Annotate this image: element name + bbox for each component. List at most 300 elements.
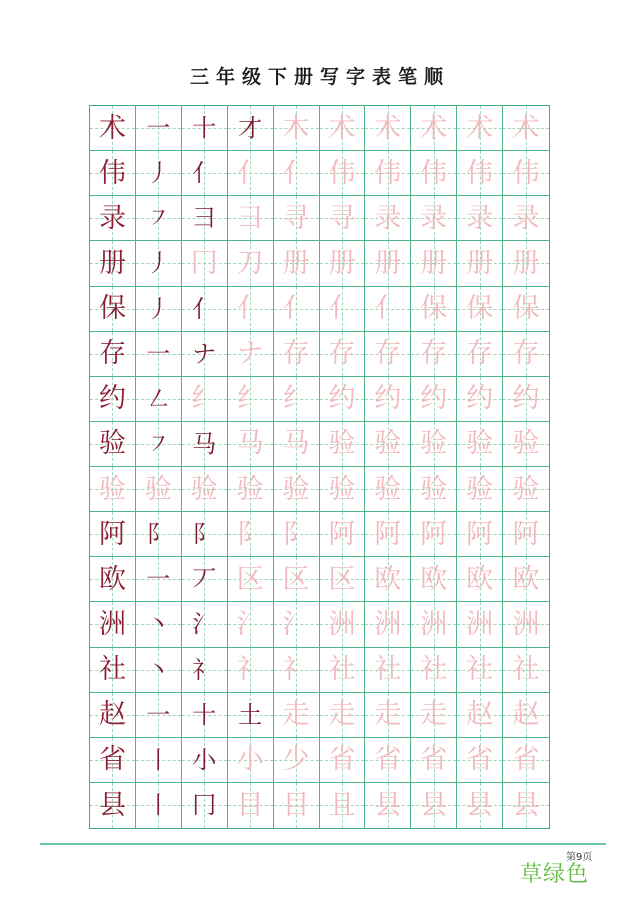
stroke-step-cell: [228, 196, 274, 241]
stroke-step-char: 赵: [466, 699, 494, 731]
stroke-step-char: 验: [374, 473, 402, 505]
stroke-step-char: 术: [420, 112, 448, 144]
model-char: 伟: [98, 157, 126, 189]
stroke-step-char: 亻: [236, 293, 264, 325]
stroke-step-char: 亻: [328, 293, 356, 325]
stroke-step-cell: [503, 783, 549, 828]
stroke-step-char: 区: [328, 563, 356, 595]
stroke-step-char: 丿: [146, 159, 171, 188]
stroke-step-cell: [182, 467, 228, 512]
stroke-step-cell: [365, 602, 411, 647]
model-char-cell: [90, 693, 136, 738]
stroke-step-char: 阝: [236, 518, 264, 550]
model-char: 术: [98, 112, 126, 144]
stroke-step-char: 保: [512, 293, 540, 325]
stroke-step-char: 丿: [146, 249, 171, 278]
stroke-step-cell: [320, 512, 366, 557]
stroke-step-char: 阝: [146, 520, 171, 549]
model-char: 保: [98, 293, 126, 325]
stroke-step-char: 存: [282, 338, 310, 370]
stroke-step-cell: [320, 738, 366, 783]
stroke-step-cell: [320, 602, 366, 647]
stroke-step-char: 社: [420, 654, 448, 686]
stroke-step-cell: [411, 422, 457, 467]
stroke-step-cell: [182, 512, 228, 557]
stroke-step-cell: [365, 241, 411, 286]
stroke-step-char: 保: [466, 293, 494, 325]
stroke-step-cell: [503, 241, 549, 286]
stroke-step-char: 纟: [236, 383, 264, 415]
stroke-step-char: 丿: [146, 294, 171, 323]
model-char: 存: [98, 338, 126, 370]
stroke-step-cell: [503, 287, 549, 332]
model-char: 省: [98, 744, 126, 776]
stroke-step-cell: [411, 467, 457, 512]
stroke-step-cell: [365, 151, 411, 196]
stroke-step-char: 验: [236, 473, 264, 505]
stroke-step-char: 存: [466, 338, 494, 370]
stroke-step-cell: [365, 467, 411, 512]
stroke-step-char: 阿: [420, 518, 448, 550]
stroke-step-char: ㇇: [146, 204, 171, 233]
model-char: 洲: [98, 608, 126, 640]
page-title: 三年级下册写字表笔顺: [189, 66, 450, 88]
stroke-step-char: 亻: [374, 293, 402, 325]
model-char: 赵: [98, 699, 126, 731]
stroke-step-cell: [136, 557, 182, 602]
stroke-step-cell: [320, 557, 366, 602]
model-char-cell: [90, 106, 136, 151]
stroke-step-cell: [320, 106, 366, 151]
stroke-step-cell: [136, 693, 182, 738]
stroke-step-cell: [411, 106, 457, 151]
stroke-step-char: 一: [146, 565, 171, 594]
stroke-step-cell: [503, 196, 549, 241]
stroke-step-char: 丶: [146, 610, 171, 639]
stroke-step-char: 伟: [420, 157, 448, 189]
stroke-step-char: 洲: [466, 608, 494, 640]
stroke-step-cell: [457, 602, 503, 647]
stroke-step-cell: [365, 512, 411, 557]
stroke-step-cell: [274, 693, 320, 738]
stroke-step-char: 才: [238, 114, 263, 143]
stroke-step-char: 验: [466, 428, 494, 460]
stroke-step-cell: [274, 151, 320, 196]
stroke-step-cell: [457, 196, 503, 241]
stroke-step-cell: [503, 693, 549, 738]
stroke-step-cell: [457, 332, 503, 377]
stroke-step-cell: [411, 287, 457, 332]
stroke-step-char: 氵: [192, 610, 217, 639]
stroke-step-cell: [503, 512, 549, 557]
stroke-step-cell: [411, 738, 457, 783]
stroke-step-char: ナ: [236, 338, 264, 370]
model-char: 县: [98, 789, 126, 821]
stroke-step-cell: [228, 738, 274, 783]
stroke-step-cell: [320, 151, 366, 196]
model-char-cell: [90, 151, 136, 196]
stroke-step-cell: [457, 287, 503, 332]
model-char-cell: [90, 738, 136, 783]
stroke-step-char: 一: [146, 700, 171, 729]
stroke-step-char: 县: [466, 789, 494, 821]
stroke-step-cell: [411, 557, 457, 602]
stroke-step-cell: [457, 422, 503, 467]
stroke-step-cell: [182, 602, 228, 647]
model-char-cell: [90, 512, 136, 557]
stroke-step-cell: [365, 332, 411, 377]
stroke-step-cell: [274, 106, 320, 151]
stroke-step-char: 验: [282, 473, 310, 505]
stroke-step-char: 寻: [282, 202, 310, 234]
stroke-step-cell: [320, 467, 366, 512]
stroke-order-grid: [89, 105, 550, 829]
stroke-step-char: 县: [420, 789, 448, 821]
stroke-step-cell: [320, 783, 366, 828]
stroke-step-char: 阿: [512, 518, 540, 550]
stroke-step-cell: [274, 738, 320, 783]
stroke-step-cell: [411, 332, 457, 377]
stroke-step-char: 亻: [282, 157, 310, 189]
stroke-step-char: 伟: [466, 157, 494, 189]
stroke-step-cell: [503, 422, 549, 467]
stroke-step-cell: [136, 738, 182, 783]
stroke-step-char: 验: [420, 428, 448, 460]
stroke-step-cell: [365, 738, 411, 783]
stroke-step-char: 一: [146, 339, 171, 368]
stroke-step-cell: [228, 287, 274, 332]
stroke-step-char: 少: [282, 744, 310, 776]
stroke-step-cell: [411, 377, 457, 422]
model-char: 录: [98, 202, 126, 234]
stroke-step-char: 阝: [192, 520, 217, 549]
stroke-step-cell: [228, 151, 274, 196]
stroke-step-char: 亻: [282, 293, 310, 325]
stroke-step-char: 区: [236, 563, 264, 595]
stroke-step-cell: [182, 287, 228, 332]
stroke-step-cell: [320, 287, 366, 332]
stroke-step-cell: [182, 377, 228, 422]
stroke-step-char: 约: [512, 383, 540, 415]
stroke-step-char: 礻: [192, 655, 217, 684]
stroke-step-char: 约: [466, 383, 494, 415]
stroke-step-cell: [411, 648, 457, 693]
stroke-step-char: 丶: [146, 655, 171, 684]
stroke-step-char: 亻: [236, 157, 264, 189]
stroke-step-cell: [411, 783, 457, 828]
stroke-step-char: ㇜: [146, 384, 171, 413]
stroke-step-char: 县: [374, 789, 402, 821]
stroke-step-cell: [457, 783, 503, 828]
stroke-step-cell: [457, 467, 503, 512]
model-char: 阿: [98, 518, 126, 550]
stroke-step-cell: [503, 377, 549, 422]
model-char-cell: [90, 422, 136, 467]
stroke-step-cell: [457, 512, 503, 557]
stroke-step-char: 冂: [192, 791, 217, 820]
stroke-step-char: 走: [282, 699, 310, 731]
stroke-step-cell: [274, 241, 320, 286]
model-char: 验: [98, 428, 126, 460]
stroke-step-cell: [136, 106, 182, 151]
stroke-step-char: 十: [192, 114, 217, 143]
stroke-step-char: 欧: [512, 563, 540, 595]
stroke-step-char: 阿: [328, 518, 356, 550]
stroke-step-char: 马: [236, 428, 264, 460]
stroke-step-char: 验: [466, 473, 494, 505]
model-char-cell: [90, 648, 136, 693]
brand-watermark: 草绿色: [520, 862, 590, 887]
stroke-step-char: 木: [282, 112, 310, 144]
stroke-step-char: 省: [328, 744, 356, 776]
stroke-step-cell: [320, 648, 366, 693]
stroke-step-cell: [182, 196, 228, 241]
stroke-step-char: 欧: [420, 563, 448, 595]
stroke-step-char: 小: [192, 745, 217, 774]
stroke-step-cell: [457, 693, 503, 738]
stroke-step-char: 社: [466, 654, 494, 686]
stroke-step-char: 伟: [512, 157, 540, 189]
model-char-cell: [90, 377, 136, 422]
stroke-step-char: 存: [328, 338, 356, 370]
stroke-step-cell: [136, 196, 182, 241]
stroke-step-char: 录: [420, 202, 448, 234]
stroke-step-cell: [228, 422, 274, 467]
stroke-step-char: 约: [374, 383, 402, 415]
stroke-step-char: 省: [420, 744, 448, 776]
stroke-step-char: 县: [512, 789, 540, 821]
stroke-step-cell: [136, 422, 182, 467]
stroke-step-char: 阿: [466, 518, 494, 550]
model-char-cell: [90, 602, 136, 647]
stroke-step-cell: [411, 602, 457, 647]
stroke-step-cell: [274, 602, 320, 647]
stroke-step-char: 洲: [374, 608, 402, 640]
stroke-step-cell: [274, 377, 320, 422]
model-char: 约: [98, 383, 126, 415]
stroke-step-cell: [182, 422, 228, 467]
stroke-step-cell: [136, 783, 182, 828]
stroke-step-char: 纟: [190, 383, 218, 415]
stroke-step-char: 验: [328, 428, 356, 460]
stroke-step-char: ⺕: [192, 204, 217, 233]
stroke-step-char: 马: [282, 428, 310, 460]
stroke-step-char: 册: [420, 247, 448, 279]
stroke-step-char: 洲: [328, 608, 356, 640]
stroke-step-cell: [228, 557, 274, 602]
stroke-step-char: 一: [146, 114, 171, 143]
stroke-step-char: ナ: [192, 339, 217, 368]
stroke-step-cell: [274, 648, 320, 693]
stroke-step-cell: [320, 377, 366, 422]
stroke-step-cell: [457, 377, 503, 422]
stroke-step-char: 约: [420, 383, 448, 415]
stroke-step-char: 术: [328, 112, 356, 144]
stroke-step-cell: [228, 693, 274, 738]
stroke-step-cell: [365, 557, 411, 602]
stroke-step-cell: [228, 783, 274, 828]
stroke-step-cell: [136, 512, 182, 557]
stroke-step-cell: [457, 557, 503, 602]
stroke-step-cell: [136, 377, 182, 422]
stroke-step-cell: [365, 377, 411, 422]
model-char-cell: [90, 196, 136, 241]
stroke-step-char: 且: [328, 789, 356, 821]
stroke-step-char: 录: [374, 202, 402, 234]
stroke-step-char: 赵: [512, 699, 540, 731]
stroke-step-cell: [228, 241, 274, 286]
stroke-step-cell: [182, 783, 228, 828]
stroke-step-char: 术: [374, 112, 402, 144]
stroke-step-char: 验: [190, 473, 218, 505]
stroke-step-char: 区: [282, 563, 310, 595]
stroke-step-cell: [457, 151, 503, 196]
stroke-step-cell: [365, 106, 411, 151]
stroke-step-cell: [411, 693, 457, 738]
stroke-step-cell: [228, 377, 274, 422]
model-char: 验: [98, 473, 126, 505]
stroke-step-char: 十: [192, 700, 217, 729]
stroke-step-char: 阿: [374, 518, 402, 550]
stroke-step-cell: [136, 602, 182, 647]
stroke-step-cell: [411, 151, 457, 196]
stroke-step-char: 丆: [192, 565, 217, 594]
stroke-step-cell: [182, 693, 228, 738]
stroke-step-cell: [228, 106, 274, 151]
stroke-step-cell: [503, 151, 549, 196]
stroke-step-cell: [274, 557, 320, 602]
stroke-step-cell: [365, 287, 411, 332]
stroke-step-char: 氵: [282, 608, 310, 640]
stroke-step-char: 验: [144, 473, 172, 505]
stroke-step-char: 验: [374, 428, 402, 460]
stroke-step-cell: [274, 332, 320, 377]
stroke-step-cell: [411, 196, 457, 241]
stroke-step-cell: [136, 241, 182, 286]
stroke-step-char: 存: [512, 338, 540, 370]
stroke-step-cell: [182, 241, 228, 286]
stroke-step-cell: [274, 783, 320, 828]
stroke-step-char: 欧: [466, 563, 494, 595]
model-char-cell: [90, 332, 136, 377]
stroke-step-char: 小: [236, 744, 264, 776]
stroke-step-cell: [365, 648, 411, 693]
stroke-step-cell: [503, 332, 549, 377]
stroke-step-cell: [320, 422, 366, 467]
stroke-step-cell: [274, 422, 320, 467]
stroke-step-char: 目: [236, 789, 264, 821]
stroke-step-cell: [136, 151, 182, 196]
stroke-step-char: 省: [466, 744, 494, 776]
stroke-step-char: 走: [374, 699, 402, 731]
stroke-step-char: 走: [328, 699, 356, 731]
stroke-step-char: 亻: [192, 294, 217, 323]
stroke-step-char: 刀: [236, 247, 264, 279]
model-char-cell: [90, 287, 136, 332]
stroke-step-cell: [503, 106, 549, 151]
stroke-step-cell: [182, 151, 228, 196]
stroke-step-cell: [182, 332, 228, 377]
stroke-step-char: 目: [282, 789, 310, 821]
stroke-step-char: 马: [192, 429, 217, 458]
stroke-step-cell: [365, 783, 411, 828]
stroke-step-cell: [228, 467, 274, 512]
stroke-step-cell: [320, 332, 366, 377]
stroke-step-cell: [411, 241, 457, 286]
stroke-step-char: 土: [238, 700, 263, 729]
stroke-step-cell: [457, 738, 503, 783]
stroke-step-char: 录: [512, 202, 540, 234]
stroke-step-cell: [182, 648, 228, 693]
stroke-step-char: 伟: [328, 157, 356, 189]
stroke-step-char: 册: [374, 247, 402, 279]
stroke-step-char: 欧: [374, 563, 402, 595]
stroke-step-char: 纟: [282, 383, 310, 415]
stroke-step-cell: [457, 106, 503, 151]
stroke-step-cell: [274, 287, 320, 332]
stroke-step-cell: [182, 106, 228, 151]
stroke-step-char: 亻: [192, 159, 217, 188]
stroke-step-cell: [228, 332, 274, 377]
stroke-step-char: 术: [512, 112, 540, 144]
stroke-step-char: 册: [282, 247, 310, 279]
stroke-step-cell: [365, 422, 411, 467]
model-char: 欧: [98, 563, 126, 595]
stroke-step-char: 录: [466, 202, 494, 234]
stroke-step-char: 冂: [190, 247, 218, 279]
stroke-step-char: 丨: [146, 745, 171, 774]
stroke-step-char: 册: [328, 247, 356, 279]
stroke-step-cell: [228, 648, 274, 693]
stroke-step-char: 存: [374, 338, 402, 370]
stroke-step-cell: [503, 738, 549, 783]
stroke-step-char: 存: [420, 338, 448, 370]
stroke-step-cell: [503, 467, 549, 512]
stroke-step-cell: [365, 196, 411, 241]
footer-divider: [40, 843, 606, 845]
stroke-step-cell: [136, 467, 182, 512]
stroke-step-char: 验: [512, 428, 540, 460]
stroke-step-char: 伟: [374, 157, 402, 189]
stroke-step-char: 省: [512, 744, 540, 776]
stroke-step-cell: [503, 557, 549, 602]
stroke-step-char: 约: [328, 383, 356, 415]
model-char: 册: [98, 247, 126, 279]
stroke-step-cell: [274, 512, 320, 557]
stroke-step-char: 社: [328, 654, 356, 686]
stroke-step-char: 册: [466, 247, 494, 279]
model-char-cell: [90, 241, 136, 286]
stroke-step-char: 术: [466, 112, 494, 144]
stroke-step-cell: [228, 512, 274, 557]
stroke-step-char: 验: [420, 473, 448, 505]
stroke-step-cell: [274, 467, 320, 512]
stroke-step-char: 洲: [512, 608, 540, 640]
stroke-step-char: 社: [512, 654, 540, 686]
stroke-step-cell: [320, 693, 366, 738]
stroke-step-cell: [411, 512, 457, 557]
stroke-step-char: 礻: [282, 654, 310, 686]
stroke-step-char: ㇇: [146, 429, 171, 458]
stroke-step-cell: [503, 602, 549, 647]
stroke-step-cell: [136, 648, 182, 693]
stroke-step-char: 洲: [420, 608, 448, 640]
stroke-step-char: 省: [374, 744, 402, 776]
stroke-step-char: ⺕: [236, 202, 264, 234]
stroke-step-cell: [136, 287, 182, 332]
stroke-step-cell: [320, 241, 366, 286]
stroke-step-char: 册: [512, 247, 540, 279]
